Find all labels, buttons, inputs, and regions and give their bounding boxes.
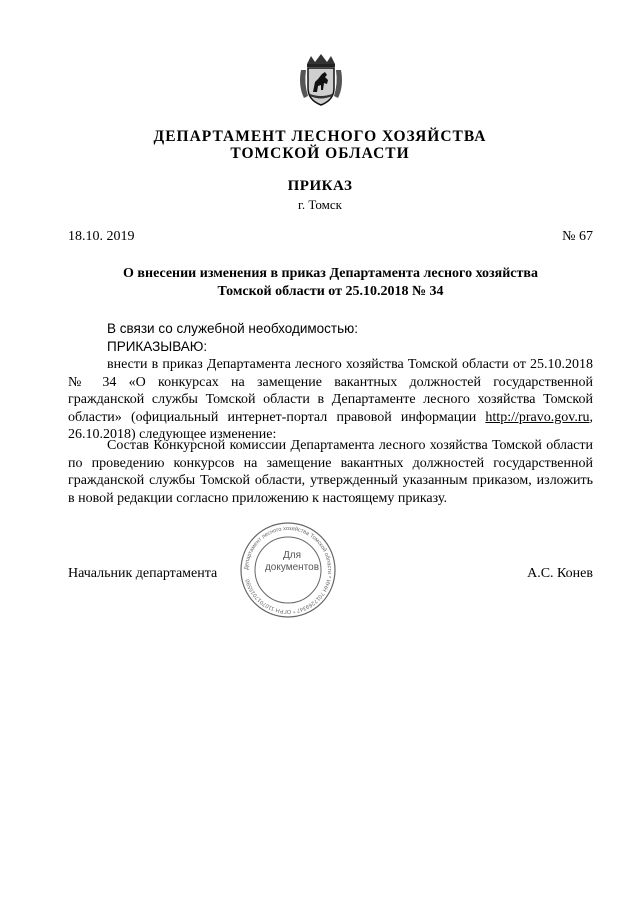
order-subject-line2: Томской области от 25.10.2018 № 34 [217,284,444,299]
order-subject [68,265,593,301]
signatory-title: Начальник департамента [68,566,218,581]
body-paragraph-reason: В связи со служебной необходимостью: [107,321,358,336]
department-name-line1: ДЕПАРТАМЕНТ ЛЕСНОГО ХОЗЯЙСТВА [153,128,487,145]
body-paragraph-amendment [68,356,593,444]
stamp-center-line1: Для [282,550,302,561]
order-number: № 67 [562,229,593,244]
body-paragraph-commission: Состав Конкурсной комиссии Департамента лесного хозяйства Томской области по проведению конкурсов на замещение вакантных должностей государственной гражданской службы Томской области, утвержденный указанным приказом, изложить в новой редакции согласно приложению к настоящему приказу. [68,438,593,506]
amendment-tail: , 26.10.2018) следующее изменение: [68,409,593,442]
pravo-gov-link[interactable]: http://pravo.gov.ru [485,409,590,425]
order-subject-line1: О внесении изменения в приказ Департамента лесного хозяйства [123,266,538,281]
body-paragraph-order: ПРИКАЗЫВАЮ: [107,339,208,354]
signatory-name: А.С. Конев [527,566,593,581]
tomsk-coat-of-arms-icon [298,52,344,108]
stamp-ring-text: Департамент лесного хозяйства Томской области * ИНН 7017269347 * ОГРН 1107017015590 [243,525,333,615]
document-type-title: ПРИКАЗ [287,178,353,194]
order-date: 18.10. 2019 [68,229,135,244]
stamp-center-line2: документов [264,562,320,573]
amendment-text: внести в приказ Департамента лесного хозяйства Томской области от 25.10.2018 № 34 «О конкурсах на замещение вакантных должностей государственной гражданской службы Томской области в Департаменте лесного хозяйства Томской области» (официальный интернет-портал правовой информации [68,357,593,425]
department-name-line2: ТОМСКОЙ ОБЛАСТИ [230,145,410,162]
city-label: г. Томск [298,197,342,212]
